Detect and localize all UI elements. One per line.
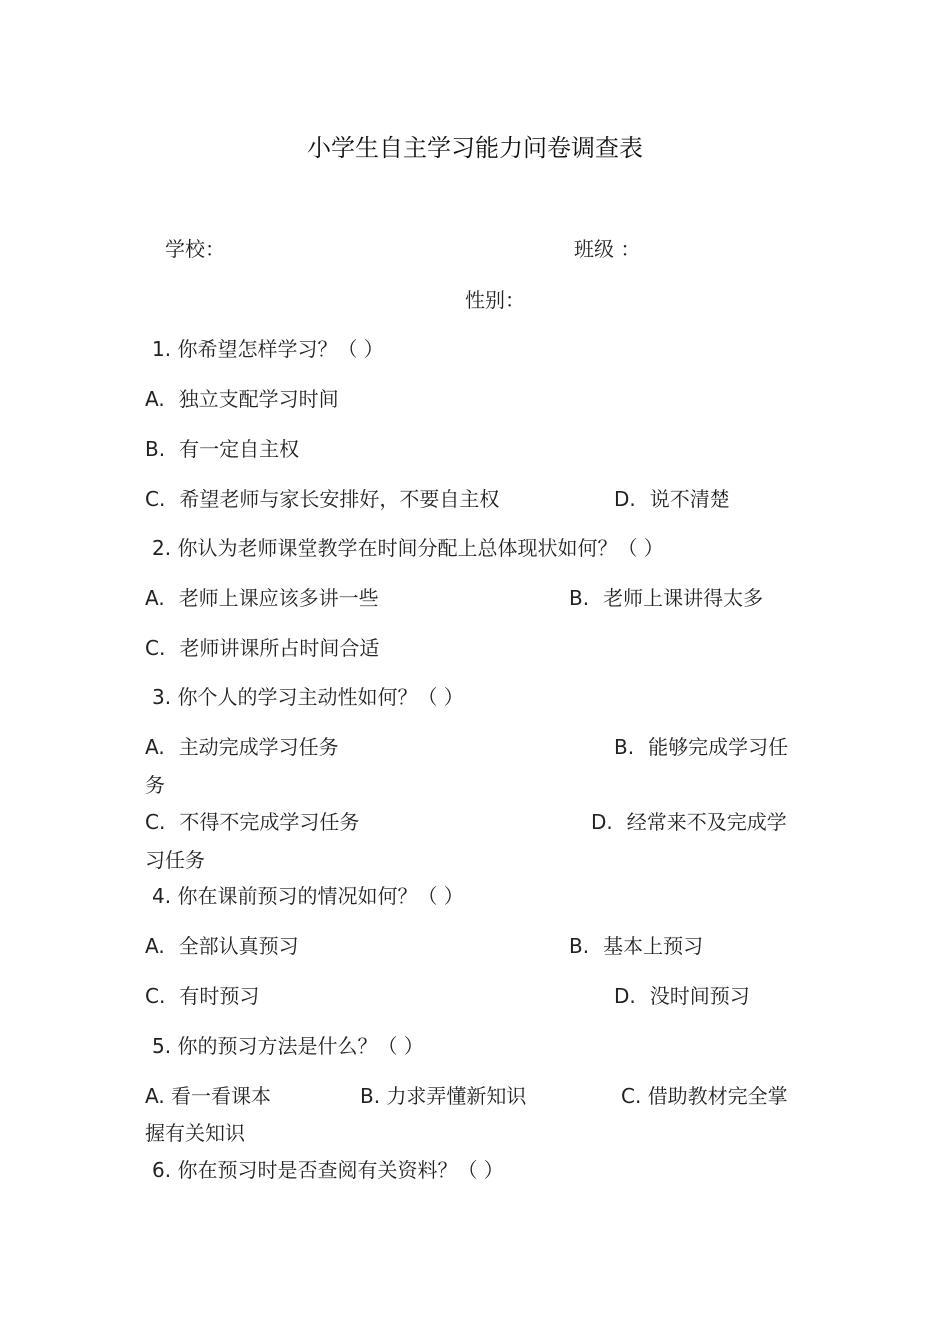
q3-option-d [591,812,787,832]
option-text: 老师上课讲得太多 [603,586,764,610]
q3-option-c [145,812,359,832]
q5-option-c [621,1086,788,1106]
question-2-stem: 2. 你认为老师课堂教学在时间分配上总体现状如何？（ ） [152,536,664,560]
option-text: 基本上预习 [603,934,704,958]
option-label: C. [621,1084,642,1108]
option-label: B. [145,437,166,461]
option-text: 借助教材完全掌 [647,1084,788,1108]
option-label: B. [360,1084,381,1108]
q4-option-a [145,936,299,956]
option-text: 老师上课应该多讲一些 [178,586,379,610]
option-text: 说不清楚 [649,487,730,511]
q1-option-d [614,489,730,509]
option-label: A. [145,934,165,958]
option-text: 不得不完成学习任务 [179,810,360,834]
option-label: D. [614,487,636,511]
question-5-stem: 5. 你的预习方法是什么？（ ） [152,1034,424,1058]
q2-option-c [145,638,379,658]
question-4-stem: 4. 你在课前预习的情况如何？（ ） [152,884,464,908]
q3-option-b-wrap: 务 [145,773,165,797]
option-text: 能够完成学习任 [648,735,789,759]
option-label: A. [145,387,165,411]
option-text: 有一定自主权 [179,437,300,461]
option-text: 独立支配学习时间 [178,387,339,411]
option-label: A. [145,1084,165,1108]
q4-option-c [145,986,259,1006]
option-label: B. [569,586,590,610]
gender-label: 性别： [465,288,525,312]
class-label: 班级 ： [574,237,641,261]
option-label: A. [145,586,165,610]
q2-option-a [145,588,379,608]
question-1-stem: 1. 你希望怎样学习？（ ） [152,337,384,361]
option-label: C. [145,487,166,511]
option-text: 没时间预习 [649,984,750,1008]
q3-option-d-wrap: 习任务 [145,848,205,872]
option-label: C. [145,636,166,660]
option-label: C. [145,984,166,1008]
q4-option-d [614,986,750,1006]
q4-option-b [569,936,703,956]
option-label: D. [591,810,613,834]
option-label: B. [614,735,635,759]
option-text: 全部认真预习 [178,934,299,958]
option-label: A. [145,735,165,759]
option-text: 老师讲课所占时间合适 [179,636,380,660]
q2-option-b [569,588,763,608]
option-text: 经常来不及完成学 [626,810,787,834]
q5-option-a [145,1086,271,1106]
q5-option-b [360,1086,526,1106]
option-text: 希望老师与家长安排好，不要自主权 [179,487,500,511]
option-text: 主动完成学习任务 [178,735,339,759]
option-label: D. [614,984,636,1008]
option-text: 看一看课本 [171,1084,272,1108]
question-3-stem: 3. 你个人的学习主动性如何？（ ） [152,685,464,709]
option-text: 力求弄懂新知识 [386,1084,527,1108]
q3-option-b [614,737,788,757]
option-label: B. [569,934,590,958]
page-title: 小学生自主学习能力问卷调查表 [307,134,643,162]
q1-option-a [145,389,339,409]
option-label: C. [145,810,166,834]
option-text: 有时预习 [179,984,260,1008]
q3-option-a [145,737,339,757]
q5-option-c-wrap: 握有关知识 [145,1121,245,1145]
q1-option-c [145,489,499,509]
school-label: 学校： [165,237,225,261]
q1-option-b [145,439,299,459]
question-6-stem: 6. 你在预习时是否查阅有关资料？（ ） [152,1158,504,1182]
